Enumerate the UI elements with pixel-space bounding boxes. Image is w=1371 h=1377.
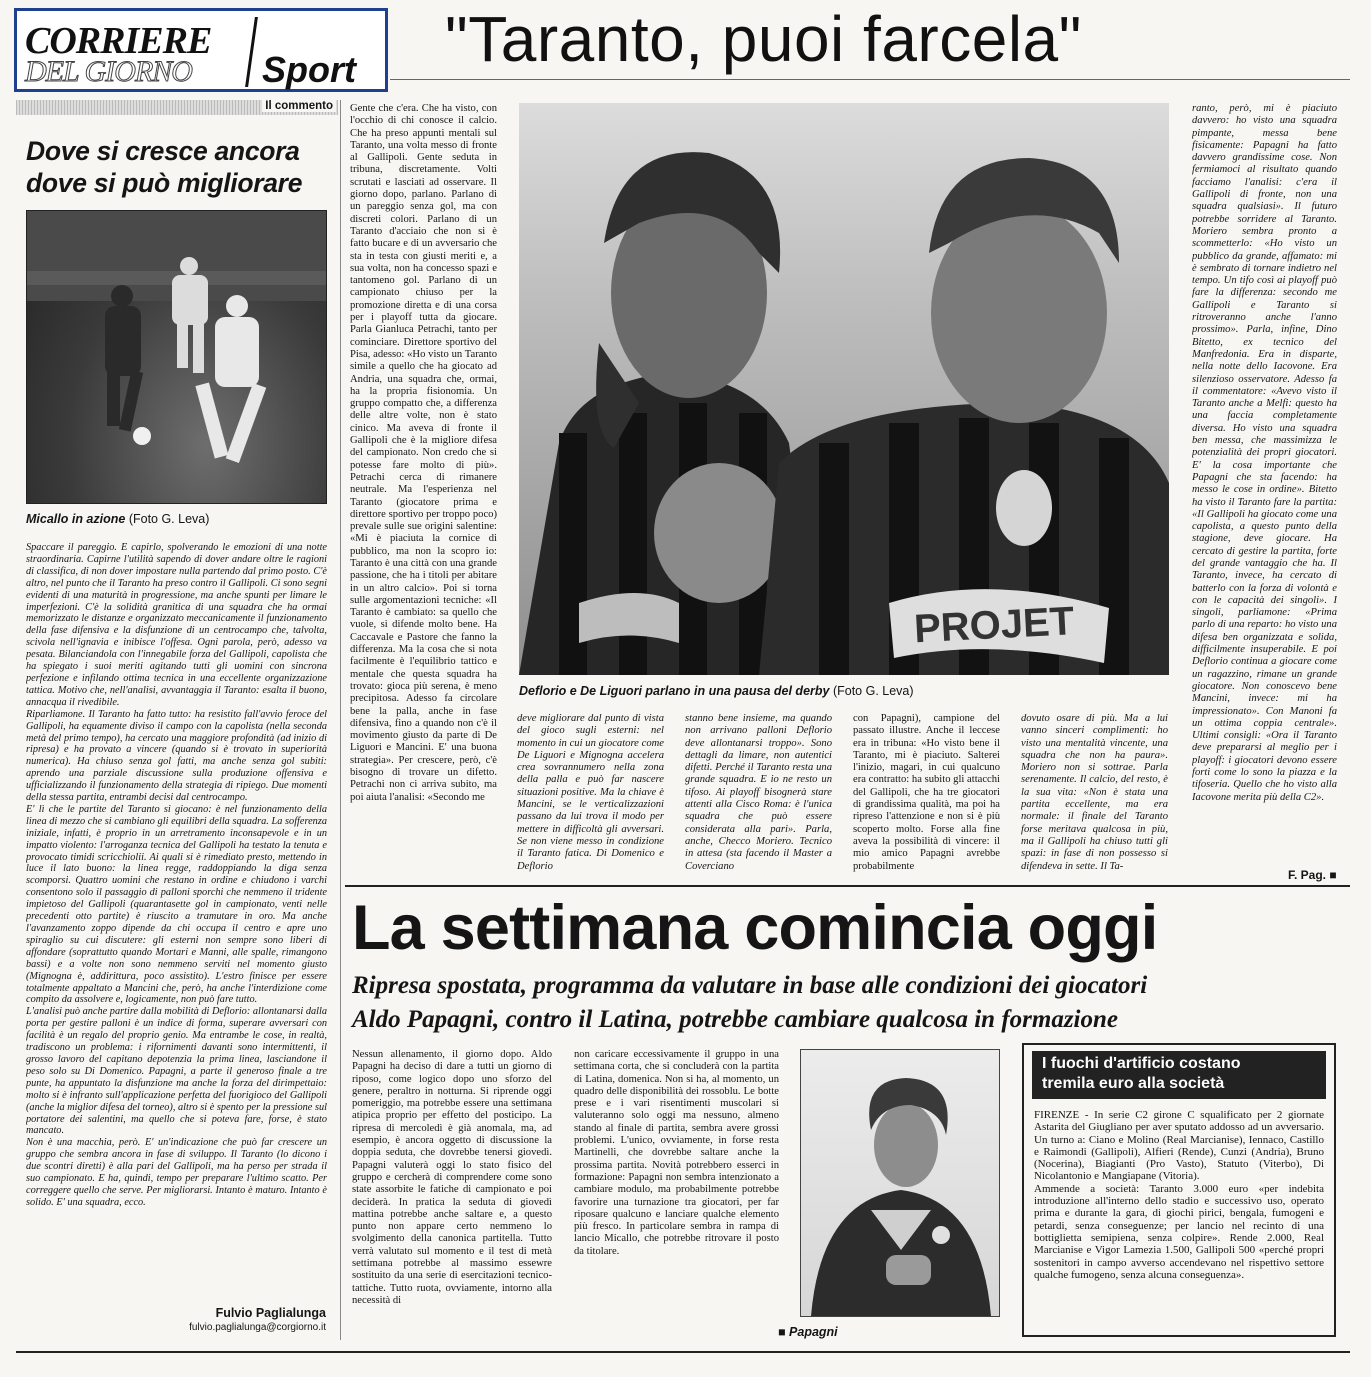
deflorio-photo-art (519, 103, 1169, 675)
papagni-caption-text: Papagni (789, 1325, 838, 1339)
papagni-photo-art (801, 1050, 999, 1316)
fuochi-headline-1: I fuochi d'artificio costano (1042, 1055, 1241, 1072)
commento-headline-1: Dove si cresce ancora (26, 136, 300, 166)
commento-divider (340, 100, 341, 1340)
commento-para: Non è una macchia, però. E' un'indicazione che può far crescere un gruppo che sembra ancora in fase di sviluppo. Il Taranto (lo dicono i due scontri diretti) è alla pari del Gallipoli, ma ha perso per strada il suo campionato. E ha, quindi, tempo per preparare l'ultimo scatto. Per correggere quello che serve. Per migliorarsi. Intanto è maturo. Intanto è solido. E' una squadra, ecco. (26, 1137, 327, 1208)
fuochi-body (1034, 1109, 1324, 1335)
fuochi-para-2: Ammende a società: Taranto 3.000 euro «per indebita introduzione all'interno dello stadio e successivo uso, operato prima e durante la gara, di giochi pirici, bengala, fumogeni e petardi, senza conseguenze; per lancio nel recinto di una bottiglietta semipiena, senza colpire». Rende 2.000, Real Marcianise e Vigor Lamezia 1.500, Gallipoli 500 «perché propri sostenitori in campo avverso accendevano nel rispettivo settore qualche fumogeno, senza alcuna conseguenza». (1034, 1182, 1324, 1281)
micallo-photo-art (27, 211, 326, 503)
settimana-col1: Nessun allenamento, il giorno dopo. Aldo Papagni ha deciso di dare a tutti un giorno di riposo, come logico dopo uno sforzo del genere, peraltro in notturna. Si riprende oggi pomeriggio, ma potrebbe essere una settimana atipica proprio per effetto del posticipo. La ripresa di mercoledì è già anomala, ma, ad esempio, è ancora oggetto di discussione la doppia seduta, che dovrebbe tenersi giovedì. Papagni valuterà oggi lo stato fisico del gruppo e cercherà di comprendere come sono state assorbite le fatiche di campionato e poi deciderà. In pratica la seduta di giovedì mattina potrebbe anche saltare e, a questo punto non appare certo nemmeno lo svolgimento della canonica partitella. Tutto verrà valutato sul momento e il test di metà settimana potrebbe al massimo essewre sostituito da una serie di esercitazioni tecnico-tattiche. Tutto ruota, ovviamente, intorno alla necessità di (352, 1049, 552, 1306)
main-headline: "Taranto, puoi farcela" (445, 3, 1082, 75)
article-top-col3: stanno bene insieme, ma quando non arrivano palloni Deflorio deve allontanarsi troppo». Sono dettagli da limare, non autentici difetti. Perché il Taranto resta una grande squadra. E io ne resto un tifoso. Ai playoff bisognerà stare attenti alla Cisco Roma: è l'unica squadra che può essere considerata alla pari». Parla, anche, Checco Moriero. Tecnico in attesa (sta facendo il Master a Coverciano (685, 713, 832, 872)
micallo-caption (26, 512, 209, 526)
section-rule (345, 885, 1350, 887)
settimana-subhead-2: Aldo Papagni, contro il Latina, potrebbe cambiare qualcosa in formazione (352, 1006, 1119, 1033)
deflorio-photo (519, 103, 1169, 675)
commento-para: E' lì che le partite del Taranto si giocano: è nel funzionamento della linea di mezzo che si cambiano gli equilibri della squadra. La sofferenza iniziale, infatti, è proprio in un arretramento inconsapevole e in un impatto violento: l'arroganza tecnica del Gallipoli ha testato la tenuta e provocato timidi scricchiolii. Ai quali si è rimediato presto, mettendo in luce il lato buono: la linea regge, raddoppiando la diga senza scomporsi. Quattro uomini che restano in ordine e chiudono i varchi consentono solo il passaggio di palloni sporchi che nemmeno il tridente impietoso del Gallipoli (quarantasette gol in campionato, venti nelle precedenti otto partite) è riuscito a tramutare in oro. Ma anche l'avanzamento zoppo dipende da chi occupa il centro e apre uno spiraglio su cui discutere: gli esterni non sempre sono liberi di affondare (soprattutto quando Mortari e Manni, alle spalle, rimangono bassi) e a volte non sono nemmeno serviti nel momento giusto (Mignogna è, addirittura, poco assistito). L'estro finisce per essere totalmente appaltato a Mancini che, però, ha anche l'interdizione come compito da assolvere e, logicamente, non può fare tutto. (26, 803, 327, 1006)
fuochi-para-1: FIRENZE - In serie C2 girone C squalificato per 2 giornate Astarita del Giugliano per aver sputato addosso ad un avversario. Un turno a: Ciano e Molino (Real Marcianise), Iennaco, Castillo e Raimondi (Gallipoli), Alfieri (Rende), Cunzi (Andria), Bruno (Nocerina), Biagianti (Pro Vasto), Statuto (Viterbo), Di Nicolantonio e Mangiapane (Vitoria). (1034, 1109, 1324, 1183)
signature-text: F. Pag. (1288, 868, 1327, 882)
micallo-photo (26, 210, 327, 504)
commento-para: L'analisi può anche partire dalla mobilità di Deflorio: allontanarsi dalla porta per gestire palloni è un indice di forma, superare avversari con facilità è un regalo del proprio genio. Ma entrambe le cose, in realtà, tradiscono un problema: i rifornimenti davanti sono intermittenti, il grosso lavoro del capitano depotenzia la prima linea, lasciandone il peso solo su Di Domenico. Papagni, a parte il generoso finale a tre punte, ha appuntato la disfunzione ma anche la forza del dirimpettaio: molto si è infranto sull'applicazione perfetta del fuorigioco del Gallipoli (anche la miglior difesa del torneo), altro si è spento per la pressione sul portatore dei salentini, ma quello che si poteva fare, forse, è stato mancato. (26, 1006, 327, 1137)
papagni-caption: ■ Papagni (778, 1325, 838, 1339)
article-top-col1: Gente che c'era. Che ha visto, con l'occhio di chi conosce il calcio. Che ha preso appunti mentali sul Taranto, una volta messo di fronte al Gallipoli. Gente seduta in tribuna, discretamente. Volti scrutati e lasciati ad osservare. Il giorno dopo, parlano. Parlano di un pareggio senza gol, ma con discreti colori. Parlano di un Taranto d'acciaio che non si è fatto bucare e di un avversario che sta in testa con giusti meriti e, a sua volta, non ha concesso spazi e tantomeno gol. Parlano di un campionato chiuso per la promozione diretta e di una corsa per i playoff tutta da giocare. Parla Gianluca Petrachi, tanto per cominciare. Direttore sportivo del Pisa, adesso: «Ho visto un Taranto simile a quello che ha giocato ad Andria, una squadra che, ormai, ha la propria fisionomia. Un gruppo compatto che, a differenza delle altre volte, non è stato cinico. Ma aveva di fronte il Gallipoli che è la migliore difesa del campionato. Non credo che si potesse fare molto di più». Petrachi cerca di rimanere neutrale. Ma l'esperienza nel Taranto (giocatore prima e direttore sportivo per troppo poco) prevale sulle sue origini salentine: «Mi è piaciuta la cornice di pubblico, ma non la scopro io: Taranto è una città con una grande passione, che ha i titoli per abitare in un altro calcio». Poi si torna sulle argomentazioni tecniche: «Il Taranto è cambiato: sa quello che vuole, si difende molto bene. Ha Caccavale e Pastore che fanno la differenza. Ma la cosa che si nota facilmente è l'equilibrio tattico e mentale che questa squadra ha trovato: gioca più serena, è meno precipitosa. Adesso fa circolare bene la palla, anche in fase difensiva, fino a quando non c'è il movimento giusto da parte di De Liguori e Mancini. E' una buona strategia». Per crescere, però, c'è bisogno di trovare un difetto. Petrachi non ci arriva subito, ma poi aiuta l'analisi: «Secondo me (350, 103, 497, 803)
settimana-subhead-1: Ripresa spostata, programma da valutare in base alle condizioni dei giocatori (352, 972, 1148, 999)
logo-line1: CORRIERE (25, 20, 212, 62)
settimana-headline: La settimana comincia oggi (352, 893, 1158, 963)
shirt-sponsor-text: PROJET (913, 599, 1076, 652)
commento-para: Riparliamone. Il Taranto ha fatto tutto: ha resistito fall'avvio feroce del Gallipoli, ha equamente diviso il campo con la capolista (nella seconda metà del primo tempo), ha cercato una maggiore profondità (ad inizio di ripresa) e ha provato a vincere (quando si è trovato in superiorità numerica). Ha chiuso senza gol fatti, ma anche senza gol subiti: aprendo una parziale discussione sulla produzione offensiva e ufficializzando il funzionamento della strategia di ripiego. Due momenti della stessa partita, entrambi decisi dal centrocampo. (26, 708, 327, 804)
article-top-signature: F. Pag. ■ (1288, 868, 1337, 882)
deflorio-caption (519, 684, 914, 698)
commento-author: Fulvio Paglialunga (215, 1306, 326, 1320)
article-top-col2: deve migliorare dal punto di vista del gioco sugli esterni: nel momento in cui un giocatore come De Liguori e Mignogna accelera crea sovrannumero nella zona della palla e può far nascere situazioni positive. Ma la chiave è Mancini, se le verticalizzazioni passano da lui trova il modo per mettere in difficoltà gli avversari. Se non viene messo in condizione il Taranto fatica. Di Domenico e Deflorio (517, 713, 664, 872)
logo-section: Sport (262, 49, 356, 90)
commento-email: fulvio.paglialunga@corgiorno.it (189, 1322, 326, 1333)
article-top-col5: dovuto osare di più. Ma a lui vanno sinceri complimenti: ho visto una mentalità vincente, una squadra che non ha paura». Moriero non si sottrae. Parla serenamente. Il calcio, del resto, è la sua vita: «Non è stata una partita eccellente, ma era normale: il finale del Taranto forse meritava qualcosa in più, ma il Gallipoli ha chiuso tutti gli spazi: in fase di non possesso si difendeva in sette. Il Ta- (1021, 713, 1168, 872)
commento-para: Spaccare il pareggio. E capirlo, spolverando le emozioni di una notte straordinaria. Capirne l'utilità sapendo di dover andare oltre le ragioni di classifica, di non dover impostare nulla partendo dal primo posto. C'è altro, nel punto che il Taranto ha preso contro il Gallipoli. Ci sono segni evidenti di una maturità in progressione, ma anche spunti per limare le imperfezioni. C'è la solidità granitica di una squadra che ha ormai memorizzato le distanze e organizzato meccanicamente il funzionamento della fase difensiva e la disfunzione di un centrocampo che, talvolta, scivola nell'ignavia e inibisce l'offesa. Ogni parola, però, adesso va pesata. Bilanciandola con l'innegabile forza del Gallipoli, capolista che ha spiegato i suoi meriti agitando tutti gli uomini con sincrona perfezione e infilando ottima tecnica in una eccellente organizzazione tattica. Motivo che, nell'analisi, avvantaggia il Taranto: esalta il buono, annacqua il rivedibile. (26, 542, 327, 708)
article-top-col4: con Papagni), campione del passato illustre. Anche il leccese era in tribuna: «Ho visto bene il Taranto, mi è piaciuto. Salterei l'inizio, magari, in cui qualcuno era contratto: ha subito gli attacchi del Gallipoli, che ha tre giocatori di grandissima qualità, ma poi ha ripreso l'attenzione e non si è più scoperto molto. Forse alla fine aveva la possibilità di vincere: il mio amico Papagni avrebbe probabilmente (853, 713, 1000, 872)
fuochi-box (1022, 1043, 1336, 1337)
deflorio-caption-credit: (Foto G. Leva) (832, 684, 914, 698)
micallo-caption-credit: (Foto G. Leva) (128, 512, 210, 526)
deflorio-caption-bold: Deflorio e De Liguori parlano in una pausa del derby (519, 684, 830, 698)
commento-body (26, 542, 327, 1310)
micallo-caption-bold: Micallo in azione (26, 512, 126, 526)
logo-divider (245, 17, 258, 87)
fuochi-headline-2: tremila euro alla società (1042, 1075, 1225, 1092)
commento-headline-2: dove si può migliorare (26, 168, 303, 198)
papagni-photo (800, 1049, 1000, 1317)
commento-kicker: Il commento (262, 100, 336, 112)
bottom-rule (16, 1351, 1350, 1353)
masthead-rule (390, 79, 1350, 80)
settimana-col2: non caricare eccessivamente il gruppo in una settimana corta, che si concluderà con la partita di Latina, domenica. Non si ha, al momento, un quadro delle disponibilità dei rossoblu. Le botte prese e i vari risentimenti muscolari si valuteranno solo oggi ma nessuno, almeno stando al finale di partita, sembra avere grossi problemi. L'unico, ovviamente, in forse resta Martinelli, che dovrebbe saltare anche la prossima partita. Novità potrebbero esserci in formazione: Papagni non sembra intenzionato a cambiare modulo, ma probabilmente potrebbe favorire una turnazione tra giocatori, per far riposare qualcuno e lanciare qualche elemento più fresco. In particolare sembra in rampa di lancio Micallo, che potrebbe ritrovare il posto da titolare. (574, 1049, 779, 1257)
fuochi-header (1032, 1051, 1326, 1099)
logo-line2: DEL GIORNO (25, 55, 192, 88)
article-top-col6: ranto, però, mi è piaciuto davvero: ho visto una squadra pimpante, messa bene fisicamente: Papagni ha fatto davvero grandissime cose. Non fermiamoci al risultato quando facciamo l'analisi: c'era il Gallipoli di fronte, non una squadra qualsiasi». Il futuro potrebbe sorridere al Taranto. Moriero sembra pronto a scommetterlo: «Ho visto un pubblico da grande, affamato: mi è sembrato di tornare indietro nel tempo. Un tifo così ai playoff può fare la differenza: secondo me Gallipoli e Taranto si ritroveranno anche l'anno prossimo». Parla, infine, Dino Bitetto, ex tecnico del Manfredonia. Era in disparte, nella notte dello Iacovone. Era silenzioso osservatore. Adesso fa il commentatore: «Avevo visto il Taranto anche a Melfi: questo ha una faccia completamente diversa. Ho visto una squadra ben messa, che massimizza le potenzialità dei propri giocatori. E' la cosa importante che Papagni che sta facendo: ha messo le cose in ordine». Bitetto ha visto il Taranto fare la partita: «Il Gallipoli ha giocato come una capolista, a questo punto della stagione, deve giocare. Ha cercato di gestire la partita, forte del grande vantaggio che ha. Il Taranto, invece, ha cercato di batterlo con la forza di volontà e con le capacità dei singoli». I singoli, parliamone: «Prima parlo di una reparto: ho visto una difesa ben organizzata e solida, difficilmente insuperabile. E poi Deflorio continua a giocare come un ragazzino, rimane un grande giocatore. Non conoscevo bene Mancini, invece: mi ha impressionato». Con Manoni fa un ottima coppia centrale». Ultimi consigli: «Ora il Taranto deve prepararsi al meglio per i playoff: i giocatori devono essere forti come lo sono la piazza e la tifoseria. Quello che ho visto alla Iacovone merita più della C2». (1192, 103, 1337, 803)
masthead-logo (14, 8, 388, 92)
commento-kicker-bar (16, 100, 338, 115)
